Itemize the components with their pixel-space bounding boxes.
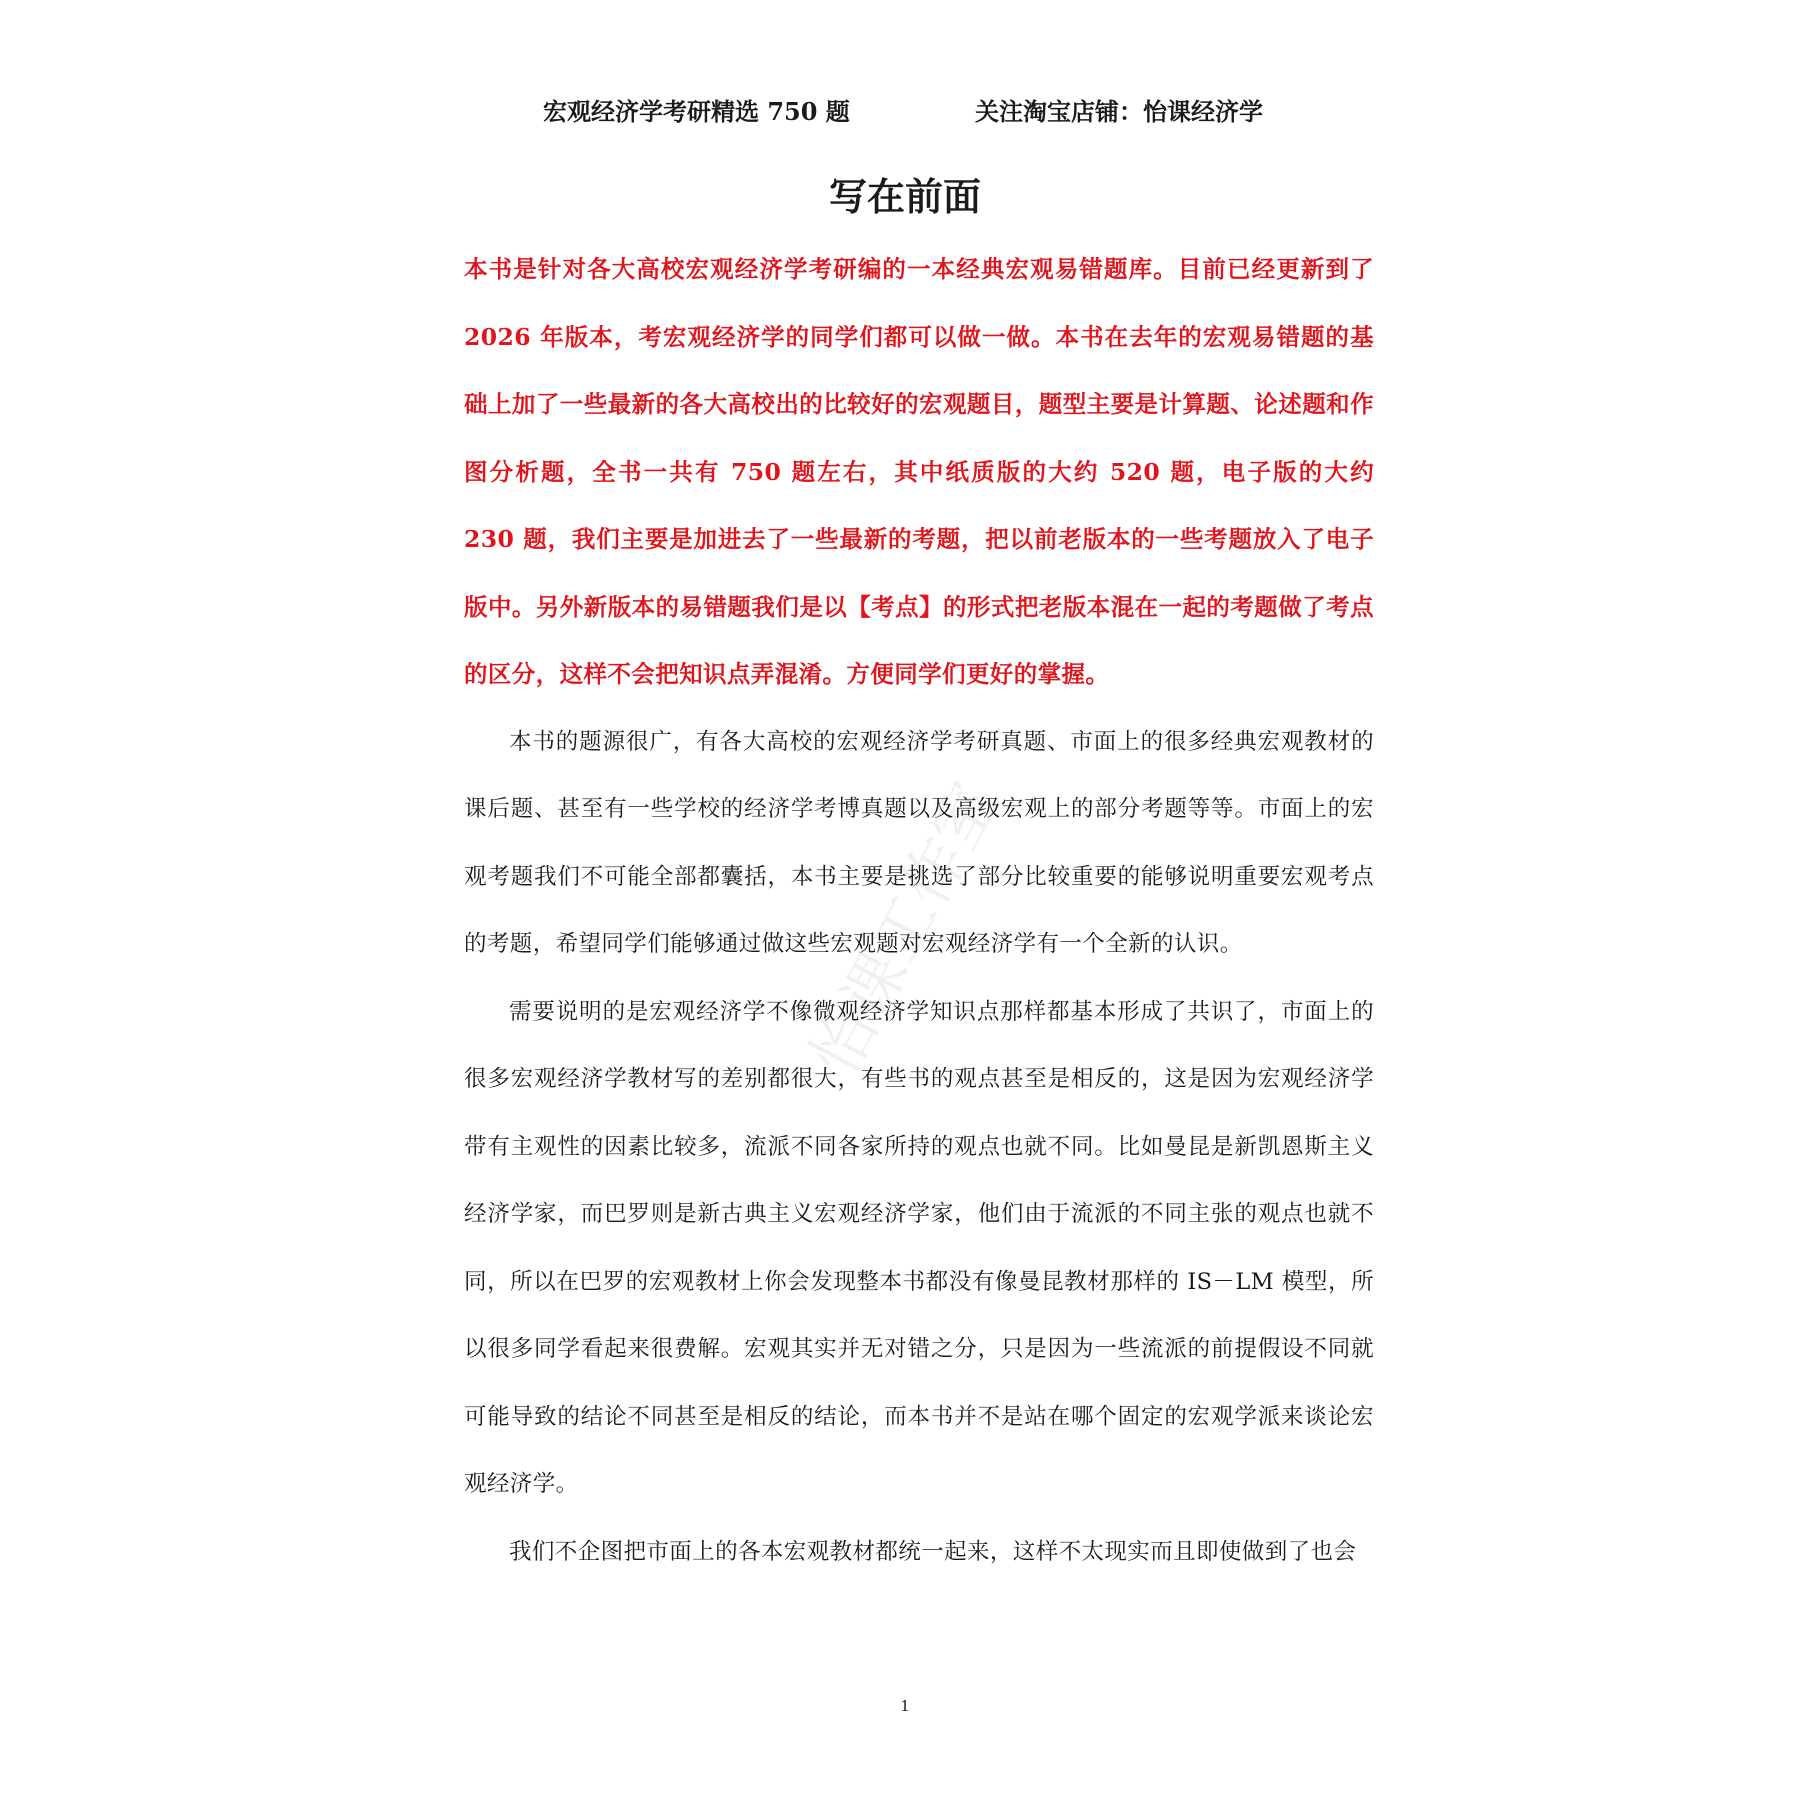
intro-paragraph: 本书是针对各大高校宏观经济学考研编的一本经典宏观易错题库。目前已经更新到了 2026 年版本，考宏观经济学的同学们都可以做一做。本书在去年的宏观易错题的基础上加了一些最新的各大高校出的比较好的宏观题目，题型主要是计算题、论述题和作图分析题，全书一共有 750 题左右，其中纸质版的大约 520 题，电子版的大约 230 题，我们主要是加进去了一些最新的考题，把以前老版本的一些考题放入了电子版中。另外新版本的易错题我们是以【考点】的形式把老版本混在一起的考题做了考点的区分，这样不会把知识点弄混淆。方便同学们更好的掌握。 [464,255,1374,688]
body-paragraph-closing: 我们不企图把市面上的各本宏观教材都统一起来，这样不太现实而且即使做到了也会 [509,1538,1357,1565]
body-paragraph-schools: 需要说明的是宏观经济学不像微观经济学知识点那样都基本形成了共识了，市面上的很多宏观经济学教材写的差别都很大，有些书的观点甚至是相反的，这是因为宏观经济学带有主观性的因素比较多，流派不同各家所持的观点也就不同。比如曼昆是新凯恩斯主义经济学家，而巴罗则是新古典主义宏观经济学家，他们由于流派的不同主张的观点也就不同，所以在巴罗的宏观教材上你会发现整本书都没有像曼昆教材那样的 IS－LM 模型，所以很多同学看起来很费解。宏观其实并无对错之分，只是因为一些流派的前提假设不同就可能导致的结论不同甚至是相反的结论，而本书并不是站在哪个固定的宏观学派来谈论宏观经济学。 [464,998,1374,1497]
watermark: 怡课工作室 [797,770,1014,1088]
page-title: 写在前面 [828,174,981,219]
page-header [0,92,1810,132]
body-paragraph-sources: 本书的题源很广，有各大高校的宏观经济学考研真题、市面上的很多经典宏观教材的课后题、甚至有一些学校的经济学考博真题以及高级宏观上的部分考题等等。市面上的宏观考题我们不可能全部都囊括，本书主要是挑选了部分比较重要的能够说明重要宏观考点的考题，希望同学们能够通过做这些宏观题对宏观经济学有一个全新的认识。 [464,728,1374,957]
document-body [464,236,1374,1586]
header-book-title: 宏观经济学考研精选 750 题 [543,97,850,126]
header-shop-notice: 关注淘宝店铺：怡课经济学 [975,97,1263,126]
page-number: 1 [900,1697,910,1715]
